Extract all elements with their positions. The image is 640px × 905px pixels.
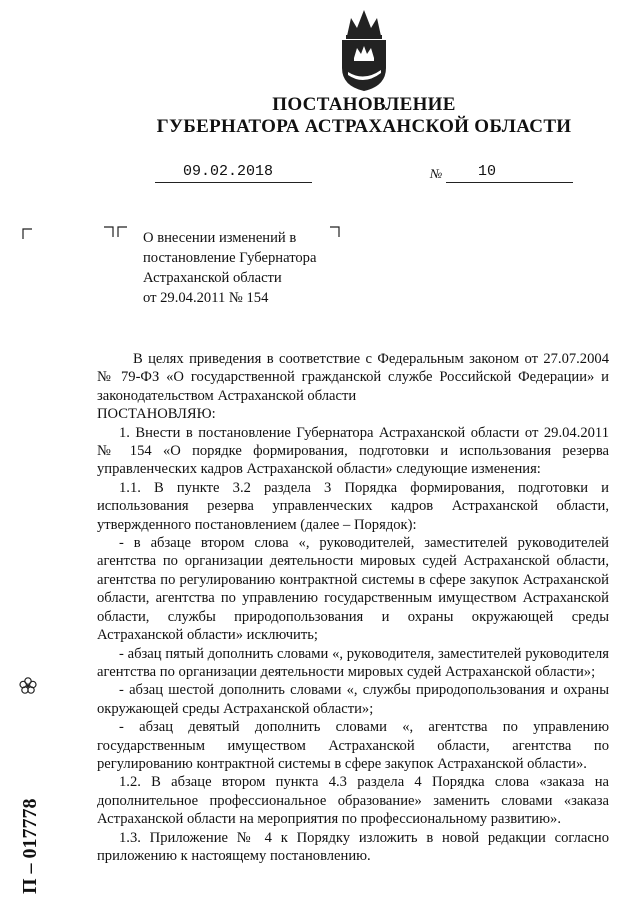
body-paragraph: В целях приведения в соответствие с Федеральным законом от 27.07.2004 № 79-ФЗ «О государственной гражданской службе Российской Федерации» и законодательством Астраханской области <box>97 351 609 404</box>
body-paragraph: - абзац девятый дополнить словами «, агентства по управлению государственным имуществом Астраханской области, агентства по регулированию контрактной системы в сфере закупок Астраханской области». <box>97 719 609 772</box>
body-paragraph: 1.3. Приложение № 4 к Порядку изложить в новой редакции согласно приложению к настоящему постановлению. <box>97 829 609 864</box>
body-paragraph: - в абзаце втором слова «, руководителей, заместителей руководителей агентства по организации деятельности мировых судей Астраханской области, агентства по регулированию контрактной системы в сфере закупок Астраханской области, агентства по управлению государственным имуществом Астраханской области, службы природопользования и охраны окружающей среды Астраханской области» исключить; <box>97 535 609 644</box>
number-sign: № <box>430 166 443 181</box>
body-paragraph: ПОСТАНОВЛЯЮ: <box>97 406 216 423</box>
document-date: 09.02.2018 <box>183 163 274 180</box>
coat-of-arms-icon <box>337 6 391 92</box>
side-serial-code <box>18 662 58 902</box>
corner-mark-left-open <box>117 226 129 238</box>
body-paragraph: 1.2. В абзаце втором пункта 4.3 раздела 4 Порядка слова «заказа на дополнительное профессиональное образование» заменить словами «заказа Астраханской области на мероприятия по профессиональному развитию». <box>97 774 609 828</box>
subject-line: постановление Губернатора <box>143 250 317 266</box>
body-paragraph: - абзац пятый дополнить словами «, руководителя, заместителей руководителя агентства по организации деятельности мировых судей Астраханской области»; <box>97 645 609 680</box>
corner-mark-right-close <box>103 226 115 238</box>
date-underline <box>155 182 312 183</box>
serial-number: П – 017778 <box>19 798 41 894</box>
corner-mark-subject-end <box>329 226 341 238</box>
subject-line: О внесении изменений в <box>143 230 297 246</box>
document-body <box>97 350 609 865</box>
body-paragraph: - абзац шестой дополнить словами «, службы природопользования и охраны окружающей среды Астраханской области»; <box>97 682 609 717</box>
corner-mark-left <box>22 228 34 240</box>
document-number: 10 <box>478 163 497 180</box>
body-paragraph: 1.1. В пункте 3.2 раздела 3 Порядка формирования, подготовки и использования резерва управленческих кадров Астраханской области, утвержденного постановлением (далее – Порядок): <box>97 479 609 533</box>
subject-line: от 29.04.2011 № 154 <box>143 290 269 306</box>
body-paragraph: 1. Внести в постановление Губернатора Астраханской области от 29.04.2011 № 154 «О порядке формирования, подготовки и использования резерва управленческих кадров Астраханской области» следующие изменения: <box>97 424 609 478</box>
flower-ornament-icon <box>20 678 36 693</box>
document-subject <box>143 228 316 308</box>
issuer-title: ГУБЕРНАТОРА АСТРАХАНСКОЙ ОБЛАСТИ <box>156 116 572 137</box>
subject-line: Астраханской области <box>143 270 282 286</box>
number-underline <box>446 182 573 183</box>
document-type-title: ПОСТАНОВЛЕНИЕ <box>272 94 456 115</box>
